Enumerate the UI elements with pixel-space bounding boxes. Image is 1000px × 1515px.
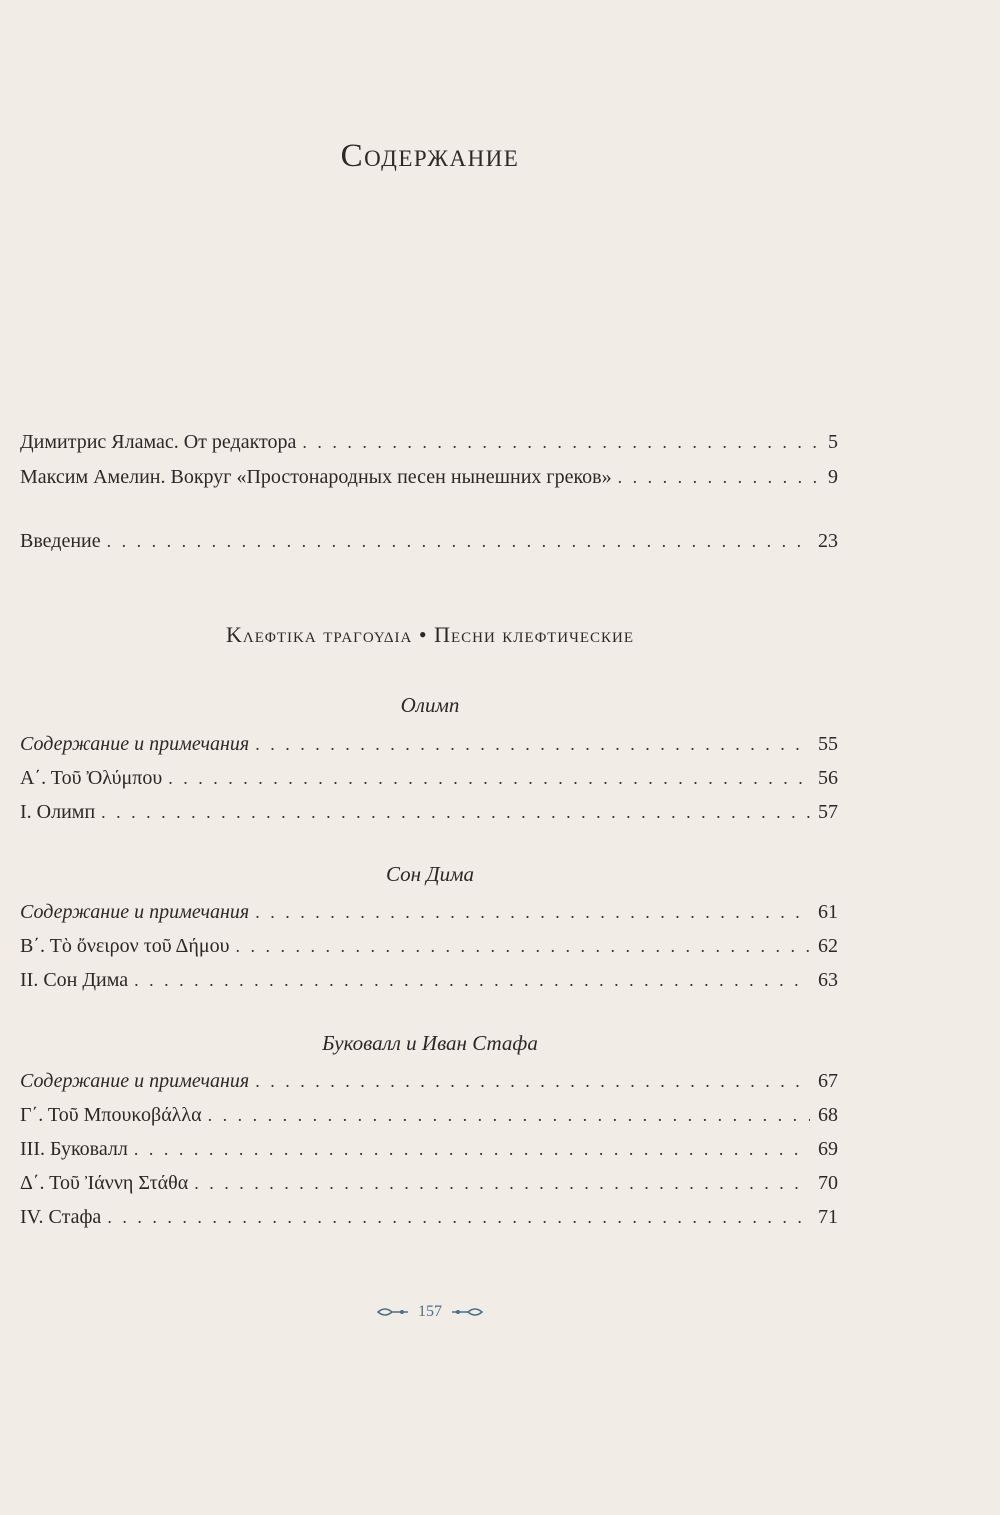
entry-label: III. Буковалл xyxy=(20,1138,128,1160)
entry-label: Γ΄. Τοῦ Μπουκοβάλλα xyxy=(20,1104,202,1126)
dot-leader xyxy=(235,929,810,963)
entry-page: 68 xyxy=(818,1104,838,1126)
entry-page: 69 xyxy=(818,1138,838,1160)
dot-leader xyxy=(107,1200,810,1234)
entry-page: 61 xyxy=(818,901,838,923)
toc-entry[interactable] xyxy=(20,1098,838,1132)
entry-label: IV. Стафа xyxy=(20,1206,102,1228)
toc-entry[interactable] xyxy=(20,1200,838,1234)
dot-leader xyxy=(168,761,810,795)
group-heading-dream: Сон Дима xyxy=(385,862,475,886)
entry-page: 57 xyxy=(818,801,838,823)
toc-entry[interactable] xyxy=(20,1166,838,1200)
dot-leader xyxy=(134,1132,810,1166)
entry-page: 5 xyxy=(828,431,838,453)
toc-entry-editor[interactable] xyxy=(20,425,838,459)
page-number: 157 xyxy=(418,1303,442,1320)
entry-page: 23 xyxy=(818,530,838,552)
toc-entry[interactable] xyxy=(20,1064,838,1098)
dot-leader xyxy=(302,425,820,459)
entry-page: 55 xyxy=(818,733,838,755)
entry-label: Димитрис Яламас. От редактора xyxy=(20,431,297,453)
entry-label: Α΄. Τοῦ Ὀλύμπου xyxy=(20,767,163,789)
entry-label: Содержание и примечания xyxy=(20,901,250,923)
dot-leader xyxy=(255,1064,810,1098)
entry-label: Максим Амелин. Вокруг «Простонародных песен нынешних греков» xyxy=(20,466,612,488)
entry-label: Β΄. Τὸ ὄνειρον τοῦ Δήμου xyxy=(20,935,230,957)
entry-page: 63 xyxy=(818,969,838,991)
entry-label: Содержание и примечания xyxy=(20,1070,250,1092)
toc-entry[interactable] xyxy=(20,963,838,997)
right-ornament-icon xyxy=(450,1305,484,1319)
section-heading: Κλεφτικα τραγουδια • Песни клефтические xyxy=(225,622,635,647)
toc-entry-amelin[interactable] xyxy=(20,460,838,494)
toc-entry[interactable] xyxy=(20,795,838,829)
toc-entry[interactable] xyxy=(20,929,838,963)
dot-leader xyxy=(134,963,810,997)
entry-label: II. Сон Дима xyxy=(20,969,129,991)
left-ornament-icon xyxy=(376,1305,410,1319)
toc-entry[interactable] xyxy=(20,761,838,795)
toc-entry[interactable] xyxy=(20,727,838,761)
dot-leader xyxy=(255,895,810,929)
entry-label: Содержание и примечания xyxy=(20,733,250,755)
entry-label: Δ΄. Τοῦ Ἰάννη Στάθα xyxy=(20,1172,189,1194)
page-title: Содержание xyxy=(340,138,520,174)
dot-leader xyxy=(255,727,810,761)
page-footer xyxy=(0,1303,860,1321)
entry-page: 70 xyxy=(818,1172,838,1194)
entry-page: 71 xyxy=(818,1206,838,1228)
toc-entry-introduction[interactable] xyxy=(20,524,838,558)
dot-leader xyxy=(208,1098,810,1132)
group-heading-olympus: Олимп xyxy=(400,693,460,717)
entry-label: Введение xyxy=(20,530,101,552)
entry-page: 67 xyxy=(818,1070,838,1092)
dot-leader xyxy=(101,795,810,829)
toc-entry[interactable] xyxy=(20,895,838,929)
entry-page: 9 xyxy=(828,466,838,488)
entry-page: 62 xyxy=(818,935,838,957)
entry-page: 56 xyxy=(818,767,838,789)
dot-leader xyxy=(194,1166,810,1200)
group-heading-boukovallas: Буковалл и Иван Стафа xyxy=(322,1031,538,1055)
dot-leader xyxy=(618,460,820,494)
entry-label: I. Олимп xyxy=(20,801,96,823)
dot-leader xyxy=(107,524,810,558)
toc-entry[interactable] xyxy=(20,1132,838,1166)
